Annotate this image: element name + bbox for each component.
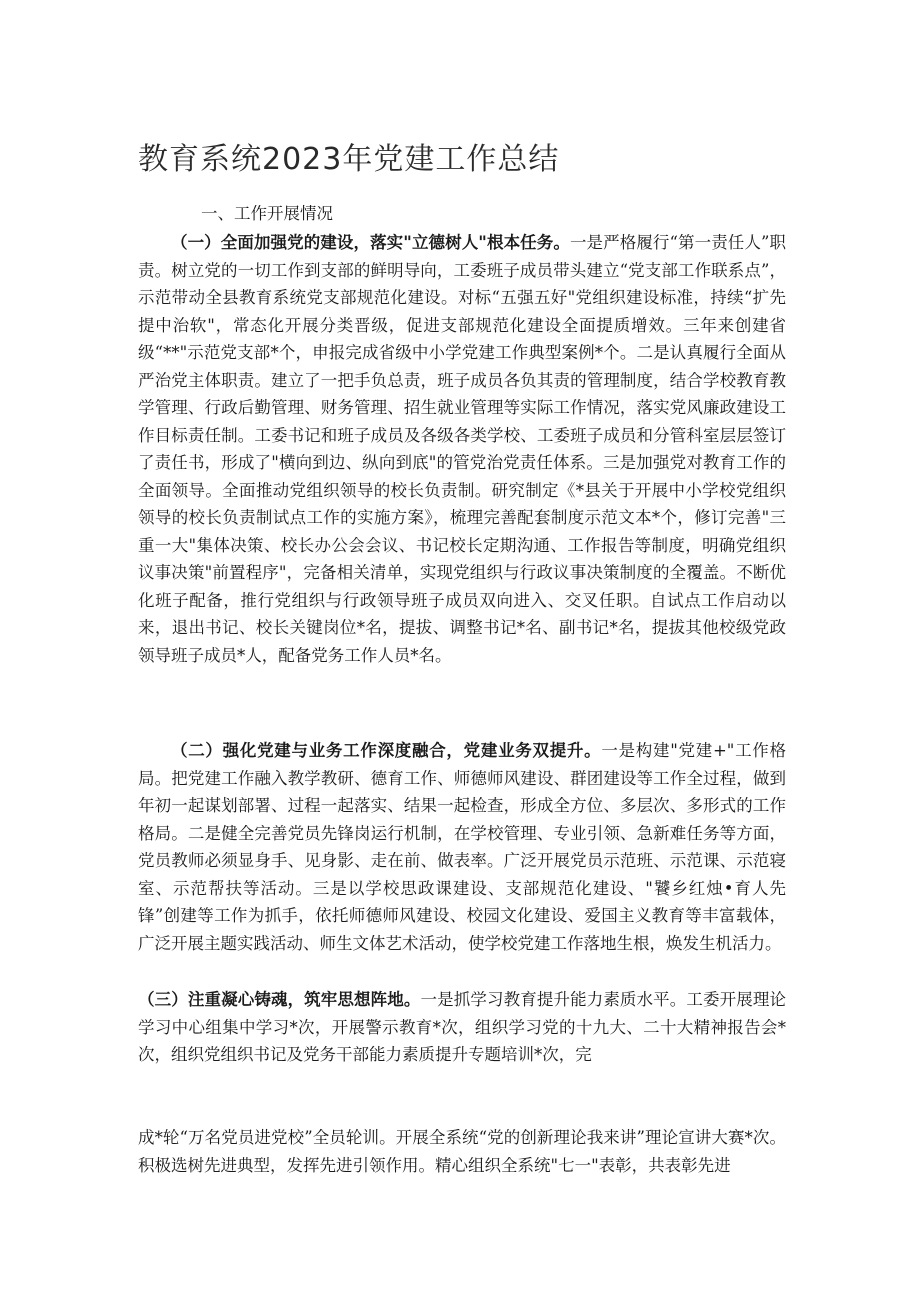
paragraph-4-body: 成*轮“万名党员进党校”全员轮训。开展全系统“党的创新理论我来讲”理论宣讲大赛*次。积极选树先进典型，发挥先进引领作用。精心组织全系统"七一"表彰，共表彰先进 (138, 1128, 786, 1175)
paragraph-1 (138, 229, 786, 669)
document-title: 教育系统2023年党建工作总结 (138, 142, 560, 177)
section-heading: 一、工作开展情况 (201, 204, 333, 223)
paragraph-3-body: 一是抓学习教育提升能力素质水平。工委开展理论学习中心组集中学习*次，开展警示教育*次，组织学习党的十九大、二十大精神报告会*次，组织党组织书记及党务干部能力素质提升专题培训*次，完 (138, 990, 787, 1064)
paragraph-2-body: 一是构建"党建+"工作格局。把党建工作融入教学教研、德育工作、师德师风建设、群团建设等工作全过程，做到年初一起谋划部署、过程一起落实、结果一起检查，形成全方位、多层次、多形式的工作格局。二是健全完善党员先锋岗运行机制，在学校管理、专业引领、急新难任务等方面，党员教师必须显身手、见身影、走在前、做表率。广泛开展党员示范班、示范课、示范寝室、示范帮扶等活动。三是以学校思政课建设、支部规范化建设、"饕乡红烛•育人先锋”创建等工作为抓手，依托师德师风建设、校园文化建设、爱国主义教育等丰富载体，广泛开展主题实践活动、师生文体艺术活动，使学校党建工作落地生根，焕发生机活力。 (138, 741, 787, 953)
paragraph-3 (138, 986, 786, 1069)
paragraph-3-lead: （三）注重凝心铸魂，筑牢思想阵地。 (138, 990, 421, 1009)
paragraph-2-lead: （二）强化党建与业务工作深度融合，党建业务双提升。 (171, 741, 602, 760)
paragraph-1-body: 一是严格履行“第一责任人”职责。树立党的一切工作到支部的鲜明导向，工委班子成员带头建立“党支部工作联系点”，示范带动全县教育系统党支部规范化建设。对标“五强五好"党组织建设标准，持续“扩先提中治软"，常态化开展分类晋级，促进支部规范化建设全面提质增效。三年来创建省级“**"示范党支部*个，申报完成省级中小学党建工作典型案例*个。二是认真履行全面从严治党主体职责。建立了一把手负总责，班子成员各负其责的管理制度，结合学校教育教学管理、行政后勤管理、财务管理、招生就业管理等实际工作情况，落实党风廉政建设工作目标责任制。工委书记和班子成员及各级各类学校、工委班子成员和分管科室层层签订了责任书，形成了"横向到边、纵向到底"的管党治党责任体系。三是加强党对教育工作的全面领导。全面推动党组织领导的校长负责制。研究制定《*县关于开展中小学校党组织领导的校长负责制试点工作的实施方案》，梳理完善配套制度示范文本*个，修订完善"三重一大"集体决策、校长办公会会议、书记校长定期沟通、工作报告等制度，明确党组织议事决策"前置程序"，完备相关清单，实现党组织与行政议事决策制度的全覆盖。不断优化班子配备，推行党组织与行政领导班子成员双向进入、交叉任职。自试点工作启动以来，退出书记、校长关键岗位*名，提拔、调整书记*名、副书记*名，提拔其他校级党政领导班子成员*人，配备党务工作人员*名。 (138, 233, 786, 665)
paragraph-4 (138, 1124, 786, 1179)
paragraph-2 (138, 737, 786, 957)
paragraph-1-lead: （一）全面加强党的建设，落实"立德树人"根本任务。 (171, 233, 570, 252)
